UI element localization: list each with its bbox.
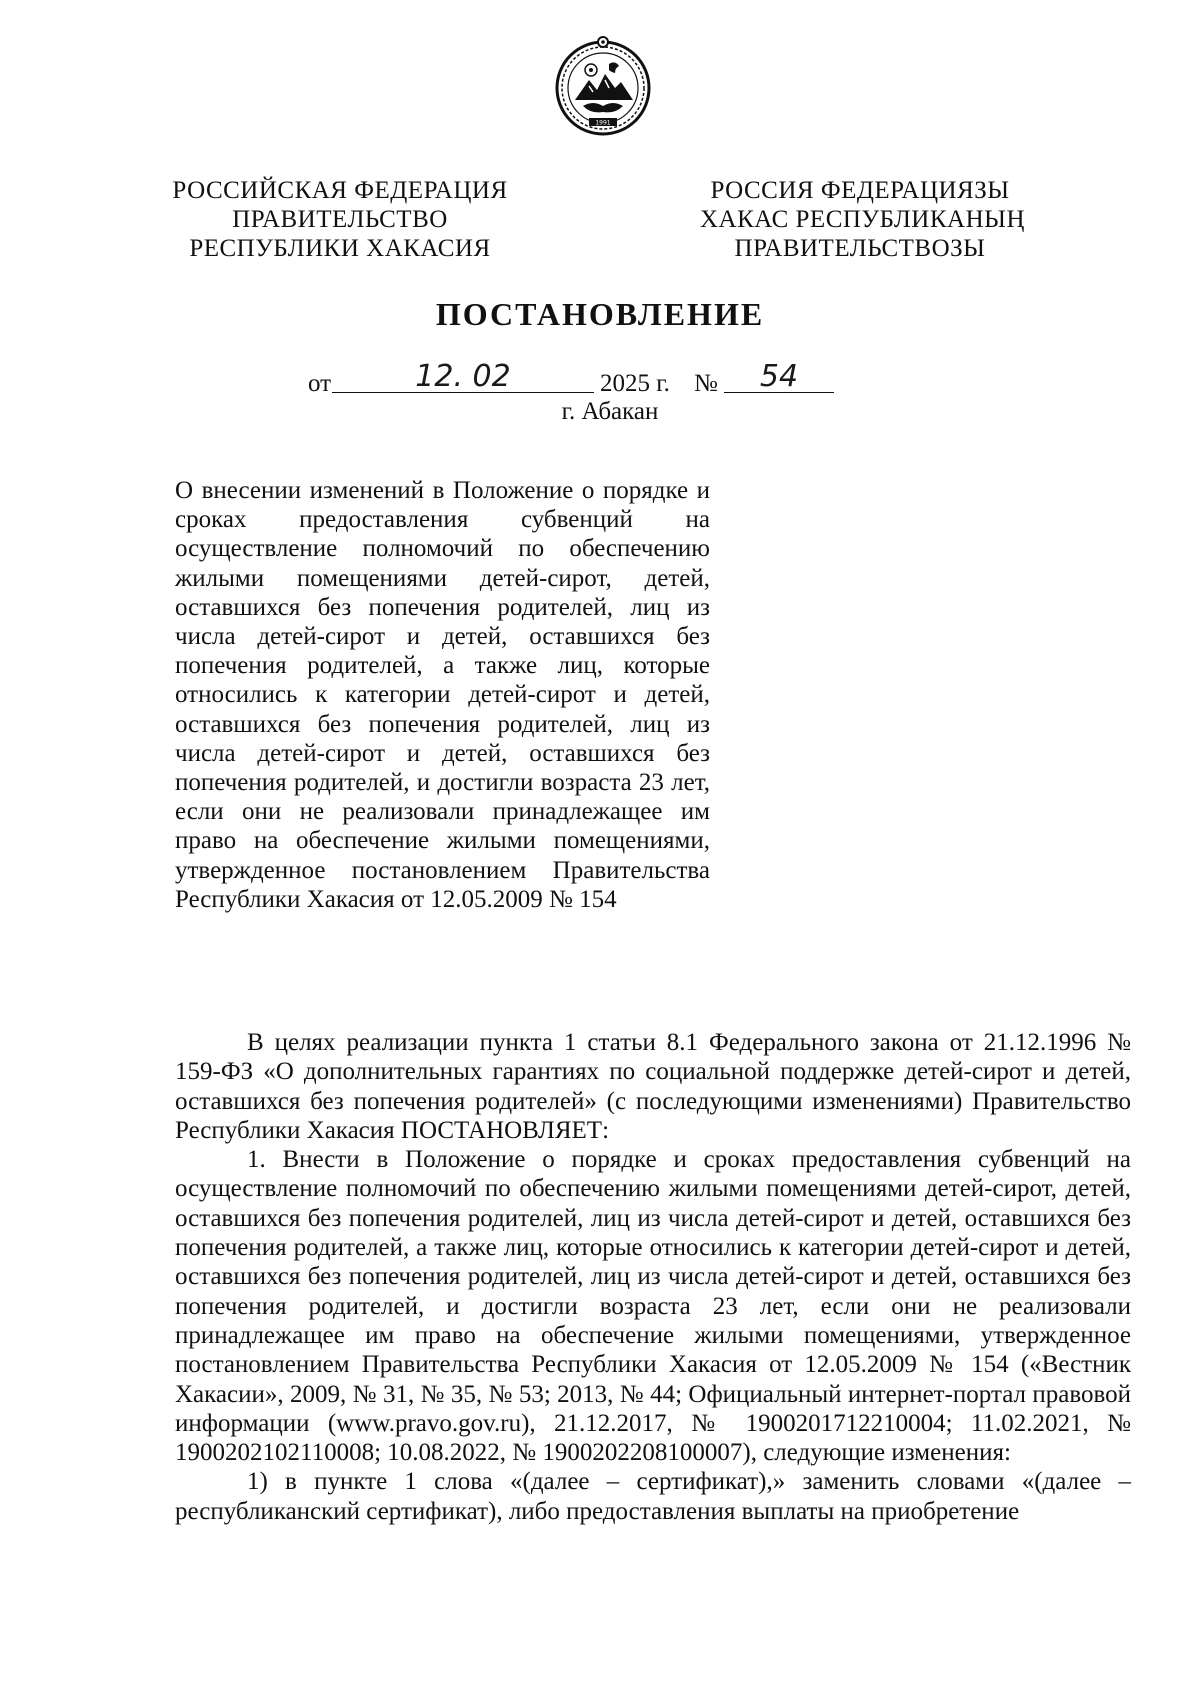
header-left-line: ПРАВИТЕЛЬСТВО — [232, 206, 448, 233]
coat-of-arms-emblem — [555, 34, 651, 142]
header-right-khakas — [700, 176, 1026, 263]
document-title: ПОСТАНОВЛЕНИЕ — [435, 296, 765, 332]
header-right-line: ХАКАС РЕСПУБЛИКАНЫҢ — [700, 206, 1026, 233]
header-left-line: РЕСПУБЛИКИ ХАКАСИЯ — [189, 235, 491, 262]
number-handwritten-field: 54 — [724, 362, 834, 393]
date-prefix: от — [308, 370, 332, 397]
year-label: 2025 г. — [600, 370, 670, 397]
header-left-line: РОССИЙСКАЯ ФЕДЕРАЦИЯ — [172, 177, 508, 204]
header-right-line: ПРАВИТЕЛЬСТВОЗЫ — [734, 235, 986, 262]
svg-text:1991: 1991 — [595, 119, 611, 127]
header-left-russian — [160, 176, 520, 263]
document-subject: О внесении изменений в Положение о порядке и сроках предоставления субвенций на осуществление полномочий по обеспечению жилыми помещениями детей-сирот, детей, оставшихся без попечения родителей, лиц из числа детей-сирот и детей, оставшихся без попечения родителей, а также лиц, которые относились к категории детей-сирот и детей, оставшихся без попечения родителей, лиц из числа детей-сирот и детей, оставшихся без попечения родителей, и достигли возраста 23 лет, если они не реализовали принадлежащее им право на обеспечение жилыми помещениями, утвержденное постановлением Правительства Республики Хакасия от 12.05.2009 № 154 — [175, 477, 710, 913]
header-right-line: РОССИЯ ФЕДЕРАЦИЯЗЫ — [710, 177, 1010, 204]
city-label: г. Абакан — [561, 398, 659, 425]
date-number-line — [308, 359, 908, 398]
number-prefix: № — [694, 370, 718, 397]
date-handwritten-field: 12. 02 — [332, 362, 594, 393]
body-paragraph: 1. Внести в Положение о порядке и сроках предоставления субвенций на осуществление полномочий по обеспечению жилыми помещениями детей-сирот, детей, оставшихся без попечения родителей, лиц из числа детей-сирот и детей, оставшихся без попечения родителей, а также лиц, которые относились к категории детей-сирот и детей, оставшихся без попечения родителей, лиц из числа детей-сирот и детей, оставшихся без попечения родителей, и достигли возраста 23 лет, если они не реализовали принадлежащее им право на обеспечение жилыми помещениями, утвержденное постановлением Правительства Республики Хакасия от 12.05.2009 № 154 («Вестник Хакасии», 2009, № 31, № 35, № 53; 2013, № 44; Официальный интернет-портал правовой информации (www.pravo.gov.ru), 21.12.2017, № 1900201712210004; 11.02.2021, № 1900202102110008; 10.08.2022, № 1900202208100007), следующие изменения: — [175, 1146, 1131, 1467]
body-paragraph: В целях реализации пункта 1 статьи 8.1 Федерального закона от 21.12.1996 № 159-ФЗ «О дополнительных гарантиях по социальной поддержке детей-сирот и детей, оставшихся без попечения родителей» (с последующими изменениями) Правительство Республики Хакасия ПОСТАНОВЛЯЕТ: — [175, 1029, 1131, 1144]
document-body — [175, 1028, 1131, 1526]
body-paragraph: 1) в пункте 1 слова «(далее – сертификат),» заменить словами «(далее – республиканский сертификат), либо предоставления выплаты на приобретение — [175, 1468, 1131, 1525]
